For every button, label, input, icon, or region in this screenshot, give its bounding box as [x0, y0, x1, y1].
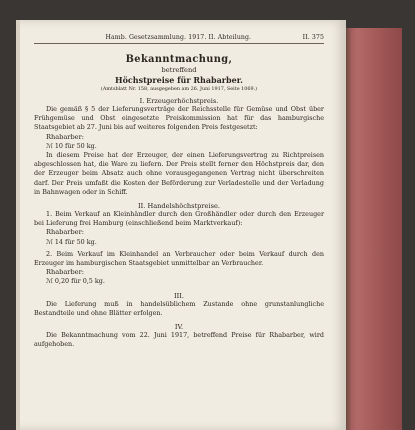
page-number: II. 375 — [302, 34, 324, 41]
section-2-product-label-1: Rhabarber: — [46, 228, 84, 237]
header-title: Hamb. Gesetzsammlung. 1917. II. Abteilung. — [105, 34, 252, 41]
section-4-paragraph: Die Bekanntmachung vom 22. Juni 1917, betreffend Preise für Rhabarber, wird aufgehoben. — [34, 331, 324, 349]
section-2-paragraph-2: 2. Beim Verkauf im Kleinhandel an Verbraucher oder beim Verkauf durch den Erzeuger im hamburgischen Staatsgebiet unmittelbar an Verbraucher. — [34, 249, 324, 268]
section-2-heading: II. Handelshöchstpreise. — [138, 202, 220, 211]
section-3-heading: III. — [174, 291, 184, 300]
page-content — [34, 34, 324, 349]
document-title: Bekanntmachung, — [125, 54, 233, 65]
section-1-product-label: Rhabarber: — [46, 132, 84, 141]
document-subject: Höchstpreise für Rhabarber. — [115, 75, 243, 85]
running-header — [34, 34, 324, 44]
section-4-heading: IV. — [174, 323, 184, 332]
section-2-paragraph-1: 1. Beim Verkauf an Kleinhändler durch den Großhändler oder durch den Erzeuger bei Lieferung frei Hamburg (einschließend beim Marktverkauf): — [34, 210, 324, 228]
book-page-stack — [346, 28, 402, 430]
section-1-paragraph-2: In diesem Preise hat der Erzeuger, der einen Lieferungsvertrag zu Richtpreisen abgeschlossen hat, die Ware zu liefern. Der Preis stellt ferner den Höchstpreis dar, den der Erzeuger beim Absatz auch ohne vorausgegangenen Vertrag nicht überschreiten darf. Der Preis umfaßt die Kosten der Beförderung zur Verladestelle und der Verladung in Bahnwagen oder in Schiff. — [34, 151, 324, 196]
section-2-price-2: ℳ 0,20 für 0,5 kg. — [46, 277, 105, 286]
section-3-paragraph: Die Lieferung muß in handelsüblichem Zustande ohne grunstanlungliche Bestandteile und ohne Blätter erfolgen. — [34, 299, 324, 317]
publication-note: (Amtsblatt Nr. 158, ausgegeben am 26. Juni 1917, Seite 1069.) — [100, 86, 258, 92]
page-gutter — [16, 20, 20, 430]
section-2-product-label-2: Rhabarber: — [46, 268, 84, 277]
section-1-heading: I. Erzeugerhöchstpreis. — [139, 97, 219, 105]
section-2-price-1: ℳ 14 für 50 kg. — [46, 237, 97, 246]
section-1-paragraph-1: Die gemäß § 5 der Lieferungsverträge der Reichsstelle für Gemüse und Obst über Frühgemüse und Obst eingesetzte Preiskommission hat für das hamburgische Staatsgebiet ab 27. Juni bis auf weiteres folgenden Preis festgesetzt: — [34, 105, 324, 132]
document-subtitle-betreffend: betreffend — [161, 66, 197, 74]
section-1-price: ℳ 10 für 50 kg. — [46, 141, 97, 150]
